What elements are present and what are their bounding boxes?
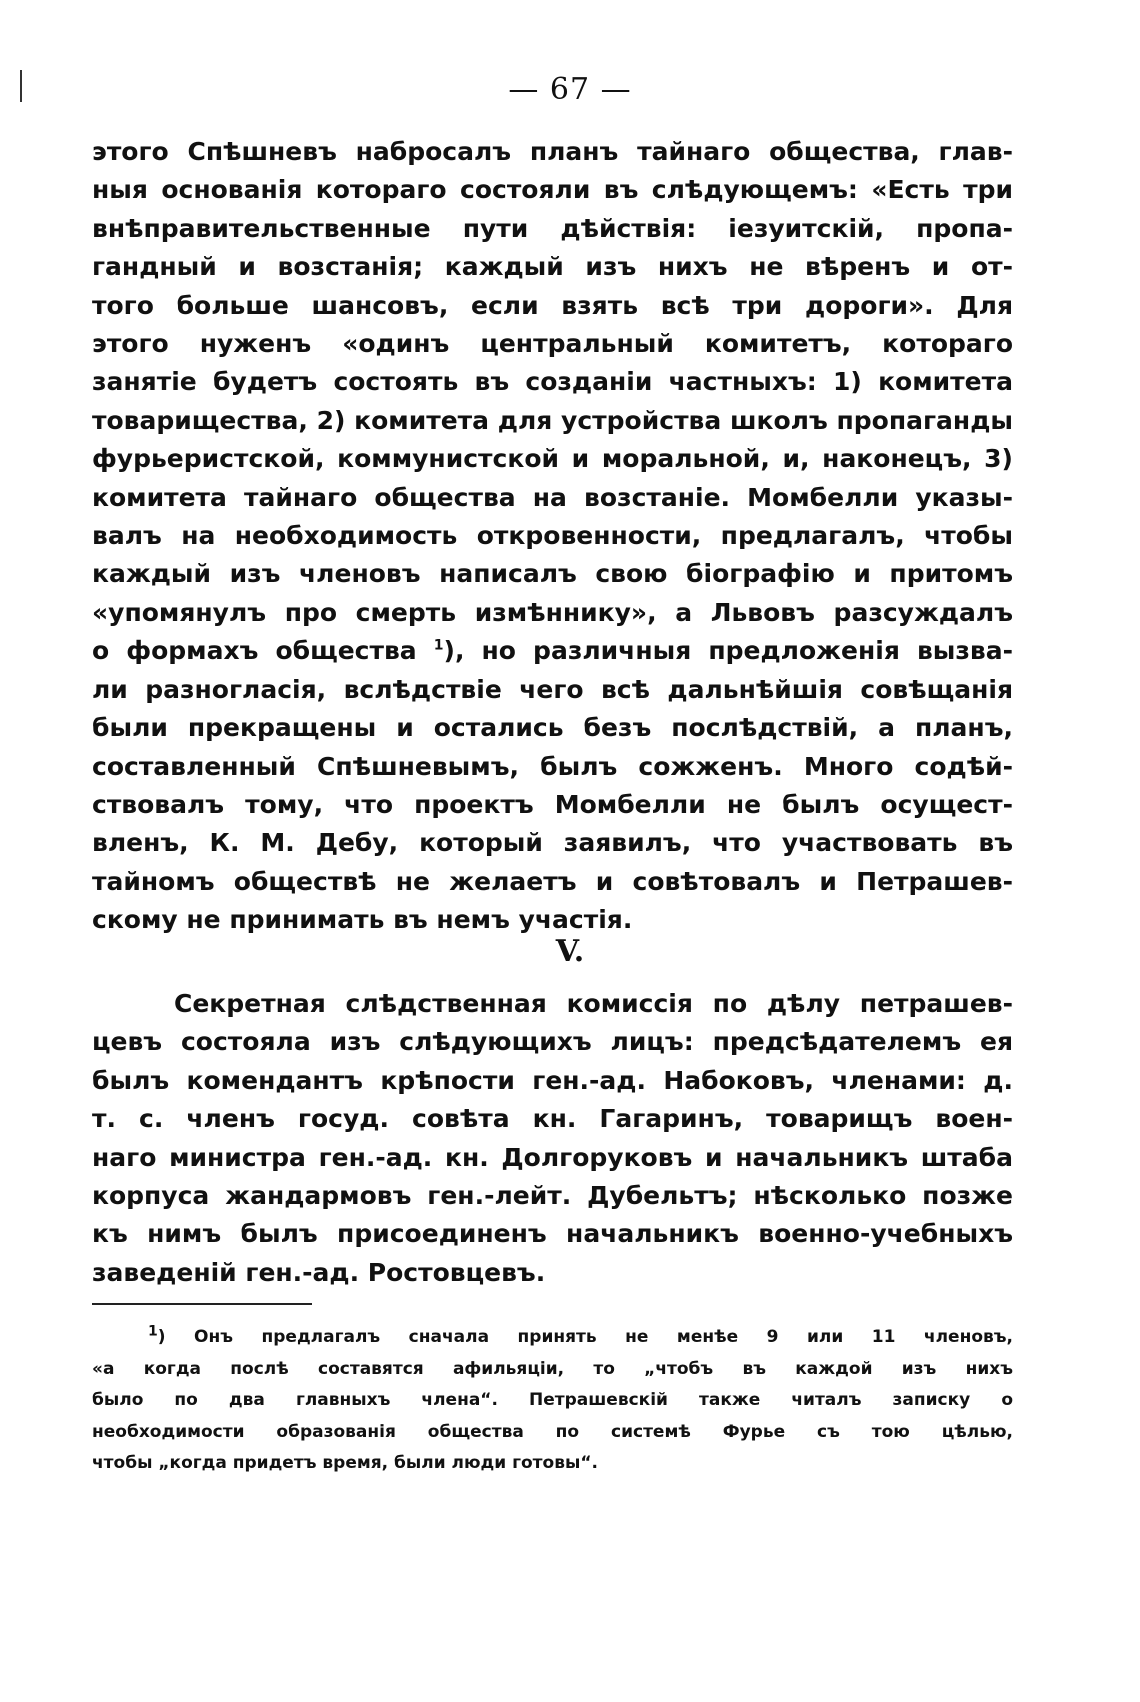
text-line: каждый изъ членовъ написалъ свою біографію и притомъ	[92, 559, 1013, 589]
text-line: скому не принимать въ немъ участія.	[92, 905, 633, 935]
paragraph-main	[92, 133, 1013, 940]
text-line: цевъ состояла изъ слѣдующихъ лицъ: предсѣдателемъ ея	[92, 1027, 1013, 1057]
text-line: Секретная слѣдственная комиссія по дѣлу петрашев-	[174, 989, 1013, 1018]
text-line: гандный и возстанія; каждый изъ нихъ не вѣренъ и от-	[92, 252, 1013, 282]
text-line: ствовалъ тому, что проектъ Момбелли не былъ осущест-	[92, 789, 1013, 819]
section-heading: V.	[555, 934, 585, 969]
text-line: того больше шансовъ, если взять всѣ три дороги». Для	[92, 290, 1013, 320]
text-line: занятіе будетъ состоять въ созданіи частныхъ: 1) комитета	[92, 367, 1013, 397]
paragraph-section-v	[92, 985, 1013, 1292]
text-line: наго министра ген.-ад. кн. Долгоруковъ и начальникъ штаба	[92, 1142, 1013, 1172]
text-line: составленный Спѣшневымъ, былъ сожженъ. Много содѣй-	[92, 751, 1013, 781]
text-line: тайномъ обществѣ не желаетъ и совѣтовалъ и Петрашев-	[92, 866, 1013, 896]
text-line: былъ комендантъ крѣпости ген.-ад. Набоковъ, членами: д.	[92, 1065, 1013, 1095]
text-line: ныя основанія котораго состояли въ слѣдующемъ: «Есть три	[92, 175, 1013, 205]
page-number: — 67 —	[508, 72, 632, 107]
text-line: этого Спѣшневъ набросалъ планъ тайнаго общества, глав-	[92, 137, 1013, 166]
text-line: были прекращены и остались безъ послѣдствій, а планъ,	[92, 713, 1013, 743]
text-line: «упомянулъ про смерть измѣннику», а Львовъ разсуждалъ	[92, 597, 1013, 627]
text-line: корпуса жандармовъ ген.-лейт. Дубельтъ; нѣсколько позже	[92, 1181, 1013, 1211]
footnote-divider	[92, 1303, 312, 1305]
text-line: фурьеристской, коммунистской и моральной, и, наконецъ, 3)	[92, 444, 1013, 474]
footnote-line: «а когда послѣ составятся афильяціи, то „чтобъ въ каждой изъ нихъ	[92, 1358, 1013, 1379]
text-line: къ нимъ былъ присоединенъ начальникъ военно-учебныхъ	[92, 1219, 1013, 1249]
footnote-line	[92, 1322, 1013, 1354]
text-fragment: о формахъ общества	[92, 636, 417, 666]
text-line: вленъ, К. М. Дебу, который заявилъ, что участвовать въ	[92, 828, 1013, 858]
text-fragment: ) Онъ предлагалъ сначала принять не менѣе 9 или 11 членовъ,	[157, 1327, 1013, 1347]
footnote-line: чтобы „когда придетъ время, были люди готовы“.	[92, 1453, 598, 1473]
footnote-marker: 1	[148, 1323, 158, 1340]
footnote	[92, 1322, 1013, 1480]
text-line: заведеній ген.-ад. Ростовцевъ.	[92, 1257, 546, 1287]
footnote-line: было по два главныхъ члена“. Петрашевскій также читалъ записку о	[92, 1390, 1013, 1410]
text-line: т. с. членъ госуд. совѣта кн. Гагаринъ, товарищъ воен-	[92, 1104, 1013, 1134]
text-line: ли разногласія, вслѣдствіе чего всѣ дальнѣйшія совѣщанія	[92, 674, 1013, 704]
footnote-line: необходимости образованія общества по системѣ Фурье съ тою цѣлью,	[92, 1421, 1013, 1442]
text-line: этого нуженъ «одинъ центральный комитетъ, котораго	[92, 329, 1013, 359]
text-line-with-footnote-ref	[92, 632, 1013, 670]
text-line: товарищества, 2) комитета для устройства школъ пропаганды	[92, 405, 1013, 435]
footnote-reference: 1	[433, 637, 444, 654]
text-line: валъ на необходимость откровенности, предлагалъ, чтобы	[92, 521, 1013, 551]
text-line: внѣправительственные пути дѣйствія: іезуитскій, пропа-	[92, 213, 1013, 243]
text-fragment: ), но различныя предложенія вызва-	[443, 636, 1013, 666]
text-line: комитета тайнаго общества на возстаніе. Момбелли указы-	[92, 482, 1013, 512]
